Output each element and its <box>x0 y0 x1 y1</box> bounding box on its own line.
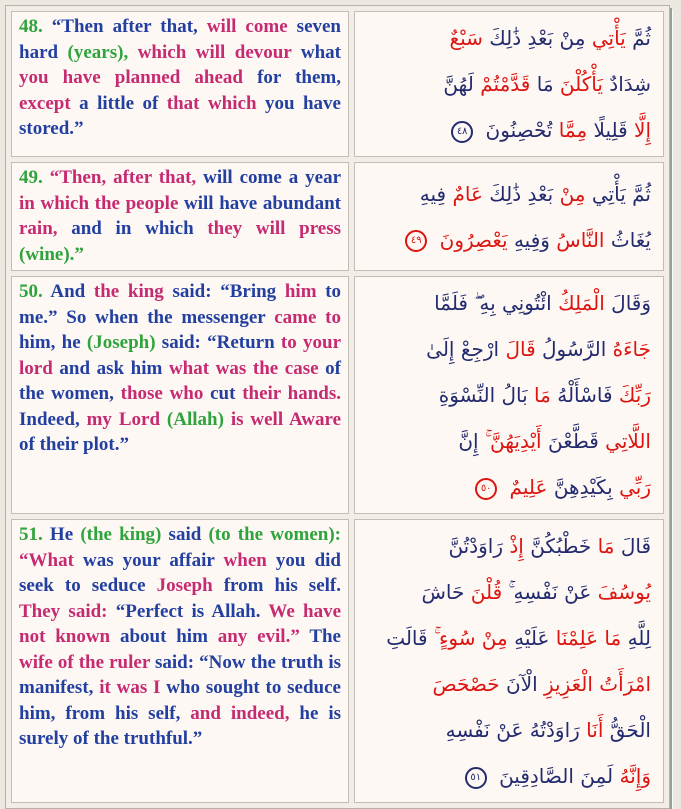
verse-table <box>6 6 669 808</box>
arabic-segment: قَدَّمْتُمْ <box>480 72 531 96</box>
english-segment: will come <box>206 16 297 37</box>
arabic-segment: بِكَيْدِهِنَّ <box>553 475 613 499</box>
verse-number: 50. <box>19 281 51 302</box>
english-segment: and in which <box>71 218 208 239</box>
english-segment: you have planned ahead <box>19 67 258 88</box>
arabic-segment: جَاءَهُ <box>612 337 651 361</box>
arabic-segment: بَعْدِ ذَٰلِكَ <box>489 181 554 206</box>
verse-number: 48. <box>19 16 52 37</box>
verse-row <box>11 276 664 514</box>
english-segment: they will press <box>207 218 342 239</box>
arabic-line <box>359 107 651 153</box>
arabic-line <box>359 280 651 326</box>
english-segment: that which <box>166 92 265 114</box>
english-segment: said: “Now the truth is manifest, <box>19 651 342 698</box>
english-segment: He <box>49 524 81 545</box>
arabic-segment: عَلَيْهِ <box>514 626 550 650</box>
arabic-segment: لَمِنَ الصَّادِقِينَ <box>499 764 614 788</box>
arabic-line <box>359 418 651 464</box>
arabic-line <box>359 707 651 753</box>
english-segment: was your affair <box>82 549 224 571</box>
arabic-line <box>359 661 651 707</box>
english-segment: you did seek to seduce <box>19 549 341 596</box>
english-segment: is well Aware <box>230 408 341 430</box>
arabic-segment: حَاشَ <box>421 580 465 604</box>
arabic-line <box>359 569 651 615</box>
verse-row <box>11 162 664 271</box>
arabic-segment: أَيْدِيَهُنَّ ۚ <box>484 429 542 453</box>
english-segment: (wine).” <box>19 243 84 265</box>
english-segment: “What <box>19 549 83 571</box>
english-segment: which will devour <box>137 41 301 63</box>
english-segment: They said: <box>19 600 116 622</box>
english-segment: what <box>300 41 341 63</box>
english-segment: of their plot.” <box>19 434 129 455</box>
arabic-line <box>359 61 651 107</box>
english-segment: will come a year <box>203 167 342 188</box>
arabic-segment: مِمَّا <box>558 118 588 142</box>
english-translation-cell <box>11 11 349 157</box>
english-segment: except <box>19 92 80 114</box>
arabic-segment: قَالَ <box>505 337 536 361</box>
english-translation-cell <box>11 276 349 514</box>
arabic-segment: وَقَالَ <box>611 291 651 315</box>
english-segment: those who <box>120 383 211 404</box>
arabic-line <box>359 217 651 263</box>
arabic-segment: مَا <box>536 72 554 96</box>
english-segment: will have abundant <box>184 192 341 214</box>
arabic-segment: إِنَّ <box>458 429 479 453</box>
arabic-segment: مِنْ <box>559 181 586 206</box>
arabic-segment: عَلِيمٌ <box>509 475 548 499</box>
english-segment: (to the women): <box>208 524 341 545</box>
arabic-segment: يَأْكُلْنَ <box>559 72 603 96</box>
verse-table-body <box>11 11 664 803</box>
ayah-end-marker: ٥٠ <box>475 478 497 500</box>
english-segment: what was the case <box>168 357 326 379</box>
arabic-segment: إِذْ <box>509 534 524 558</box>
english-segment: wife of the ruler <box>19 651 155 673</box>
english-segment: a little of <box>79 92 167 114</box>
english-segment: him, he <box>19 332 87 353</box>
english-segment: from his self. <box>223 575 341 596</box>
arabic-segment: قَالَ <box>620 534 651 558</box>
ayah-end-marker: ٥١ <box>465 767 487 789</box>
english-segment: (Joseph) <box>86 332 162 353</box>
arabic-segment: لَهُنَّ <box>443 72 474 96</box>
arabic-segment: اللَّاتِي <box>605 429 651 453</box>
english-segment: when <box>223 549 276 571</box>
english-segment: “Then after that, <box>51 16 207 37</box>
arabic-line <box>359 15 651 61</box>
english-segment: you have stored.” <box>19 92 341 139</box>
english-segment: in which the people <box>19 192 185 214</box>
english-segment: “Then, after that, <box>49 167 204 188</box>
english-segment: it was I <box>99 677 167 698</box>
english-segment: any evil.” <box>217 626 310 647</box>
arabic-segment: سَبْعٌ <box>449 26 483 50</box>
verse-number: 51. <box>19 524 50 545</box>
arabic-text-cell <box>354 162 664 271</box>
english-translation-cell <box>11 519 349 803</box>
arabic-line <box>359 464 651 510</box>
arabic-line <box>359 171 651 217</box>
arabic-segment: خَطْبُكُنَّ <box>530 534 592 558</box>
english-segment: their hands. <box>242 383 341 404</box>
arabic-segment: امْرَأَتُ الْعَزِيزِ <box>544 672 651 696</box>
english-segment: And <box>50 281 94 302</box>
arabic-segment: قَالَتِ <box>386 626 428 650</box>
english-segment: (the king) <box>80 524 169 545</box>
english-segment: rain, <box>19 218 72 239</box>
arabic-segment: رَاوَدْتُنَّ <box>448 534 504 558</box>
arabic-segment: يُغَاثُ <box>610 227 651 252</box>
arabic-segment: لِلَّهِ <box>627 626 651 650</box>
arabic-segment: ثُمَّ <box>632 26 651 50</box>
arabic-segment: ارْجِعْ إِلَىٰ <box>426 337 500 361</box>
arabic-segment: عَنْ نَفْسِهِ ۚ <box>508 580 592 604</box>
arabic-line <box>359 753 651 799</box>
english-segment: came to <box>274 306 341 328</box>
english-segment: cut <box>210 383 243 404</box>
arabic-segment: وَإِنَّهُ <box>619 764 651 788</box>
english-segment: for them, <box>257 67 341 88</box>
english-segment: and indeed, <box>190 702 300 724</box>
english-segment: he is surely of the truthful.” <box>19 702 341 749</box>
arabic-line <box>359 372 651 418</box>
arabic-segment: قَلِيلًا <box>593 118 628 142</box>
arabic-segment: حَصْحَصَ <box>432 672 500 696</box>
verse-table-frame <box>5 5 670 809</box>
english-segment: “Perfect is Allah. <box>115 600 269 622</box>
english-segment: The <box>309 626 341 647</box>
english-segment: to your lord <box>19 332 341 379</box>
english-segment: said <box>168 524 209 545</box>
english-segment: about him <box>119 626 218 647</box>
english-segment: seven hard <box>19 16 341 63</box>
english-segment: who sought to seduce him, from his self, <box>19 677 341 724</box>
english-segment: the king <box>93 281 173 302</box>
english-segment: Indeed, <box>19 408 87 430</box>
arabic-segment: الْمَلِكُ <box>558 291 605 315</box>
english-segment: (years), <box>67 41 138 63</box>
arabic-segment: رَبِّي <box>619 475 651 499</box>
arabic-segment: فِيهِ <box>419 181 447 206</box>
arabic-segment: الْحَقُّ <box>609 718 651 742</box>
arabic-segment: ثُمَّ يَأْتِي <box>591 181 651 206</box>
verse-row <box>11 11 664 157</box>
arabic-segment: قَطَّعْنَ <box>547 429 599 453</box>
arabic-text-cell <box>354 11 664 157</box>
arabic-text-cell <box>354 519 664 803</box>
verse-row <box>11 519 664 803</box>
arabic-segment: يَعْصِرُونَ <box>439 227 508 252</box>
arabic-segment: رَبِّكَ <box>618 383 651 407</box>
arabic-line <box>359 523 651 569</box>
arabic-segment: الْآنَ <box>506 672 538 696</box>
arabic-segment: النَّاسُ <box>556 227 605 252</box>
arabic-line <box>359 615 651 661</box>
english-segment: and ask him <box>59 357 169 379</box>
arabic-segment: مِنْ بَعْدِ ذَٰلِكَ <box>489 26 586 50</box>
english-segment: of the women, <box>19 357 341 404</box>
arabic-segment: بَالُ النِّسْوَةِ <box>438 383 528 407</box>
arabic-segment: إِلَّا <box>634 118 651 142</box>
english-segment: my Lord <box>86 408 167 430</box>
arabic-segment: مَا <box>597 534 615 558</box>
english-translation-cell <box>11 162 349 271</box>
arabic-segment: قُلْنَ <box>470 580 503 604</box>
arabic-segment: الرَّسُولُ <box>541 337 607 361</box>
english-segment: him <box>284 281 326 302</box>
english-segment: said: “Bring <box>172 281 285 302</box>
arabic-segment: مَا <box>534 383 551 407</box>
english-segment: to me.” So when the messenger <box>19 281 342 328</box>
arabic-segment: مَا عَلِمْنَا <box>555 626 622 650</box>
arabic-segment: وَفِيهِ <box>513 227 550 252</box>
english-segment: We have not known <box>19 600 342 647</box>
arabic-text-cell <box>354 276 664 514</box>
english-segment: (Allah) <box>166 408 231 430</box>
arabic-segment: يَأْتِي <box>591 26 626 50</box>
arabic-segment: أَنَا <box>586 718 604 742</box>
arabic-segment: فَاسْأَلْهُ <box>557 383 613 407</box>
arabic-segment: يُوسُفَ <box>597 580 651 604</box>
arabic-segment: عَامٌ <box>452 181 483 206</box>
arabic-segment: رَاوَدْتُهُ عَنْ نَفْسِهِ <box>445 718 580 742</box>
arabic-segment: ائْتُونِي بِهِ ۖ فَلَمَّا <box>434 291 552 315</box>
arabic-segment: مِنْ سُوءٍ ۚ <box>433 626 508 650</box>
english-segment: Joseph <box>156 575 224 596</box>
arabic-segment: شِدَادٌ <box>609 72 651 96</box>
verse-number: 49. <box>19 167 50 188</box>
ayah-end-marker: ٤٩ <box>405 230 427 252</box>
ayah-end-marker: ٤٨ <box>451 121 473 143</box>
arabic-segment: تُحْصِنُونَ <box>485 118 553 142</box>
arabic-line <box>359 326 651 372</box>
english-segment: said: “Return <box>161 332 281 353</box>
